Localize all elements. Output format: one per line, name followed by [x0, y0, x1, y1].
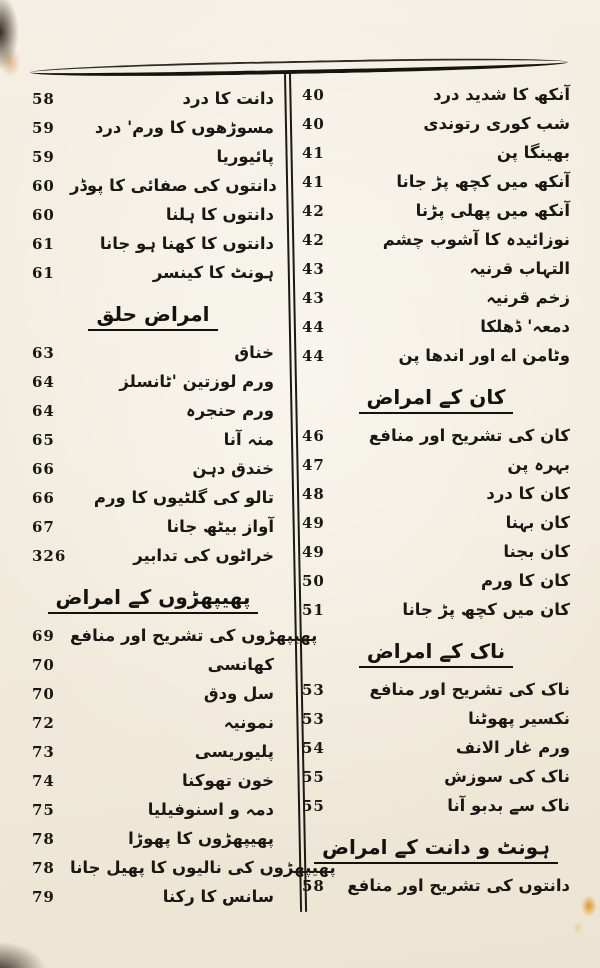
toc-row	[32, 679, 274, 708]
toc-row	[302, 283, 570, 312]
page-number: 66	[32, 459, 55, 478]
toc-entry-title: ورم لوزتین 'ٹانسلز	[119, 372, 274, 391]
toc-entry-title: بہرہ پن	[507, 455, 570, 474]
page-number: 59	[32, 118, 55, 137]
toc-entry-title: پھیپھڑوں کی تشریح اور منافع	[70, 626, 318, 645]
page-number: 48	[302, 484, 325, 503]
toc-entry-title: سانس کا رکنا	[162, 887, 274, 906]
section-header	[32, 570, 274, 621]
toc-row	[302, 421, 570, 450]
toc-entry-title: کان بہنا	[505, 513, 570, 532]
toc-entry-title: خندق دہن	[192, 459, 274, 478]
toc-entry-title: خون تھوکنا	[181, 771, 274, 790]
toc-row	[32, 708, 274, 737]
toc-entry-title: التہاب قرنیہ	[469, 259, 570, 278]
toc-row	[32, 795, 274, 824]
toc-entry-title: دانتوں کی صفائی کا پوڈر	[70, 176, 277, 195]
page-number: 60	[32, 176, 55, 195]
page-number: 55	[302, 767, 325, 786]
toc-entry-title: نوزائیدہ کا آشوب چشم	[382, 230, 570, 249]
toc-entry-title: دانتوں کا کھنا ہو جانا	[99, 234, 274, 253]
page-number: 49	[302, 542, 325, 561]
toc-row	[302, 225, 570, 254]
toc-entry-title: کان کا ورم	[480, 571, 570, 590]
toc-row	[302, 196, 570, 225]
page-number: 70	[32, 684, 55, 703]
section-header	[302, 370, 570, 421]
page-number: 326	[32, 546, 67, 565]
toc-row	[32, 882, 274, 911]
toc-row	[302, 595, 570, 624]
toc-entry-title: نکسیر پھوٹنا	[468, 709, 570, 728]
page-number: 44	[302, 346, 325, 365]
toc-row	[302, 254, 570, 283]
toc-entry-title: دانت کا درد	[182, 89, 274, 108]
toc-row	[32, 113, 274, 142]
page-number: 59	[32, 147, 55, 166]
toc-row	[302, 508, 570, 537]
toc-row	[32, 142, 274, 171]
toc-entry-title: کان کا درد	[486, 484, 570, 503]
toc-entry-title: دمہ و اسنوفیلیا	[147, 800, 274, 819]
page-number: 50	[302, 571, 325, 590]
page-number: 43	[302, 259, 325, 278]
page-number: 70	[32, 655, 55, 674]
toc-entry-title: ہونٹ کا کینسر	[152, 263, 274, 282]
page-number: 72	[32, 713, 55, 732]
page-number: 53	[302, 709, 325, 728]
toc-entry-title: آنکھ میں پھلی پڑنا	[415, 201, 570, 220]
toc-entry-title: پلیوریسی	[194, 742, 274, 761]
toc-entry-title: آواز بیٹھ جانا	[166, 517, 274, 536]
toc-row	[32, 229, 274, 258]
toc-row	[32, 483, 274, 512]
page-number: 42	[302, 201, 325, 220]
toc-row	[302, 791, 570, 820]
section-header-text: کان کے امراض	[359, 385, 514, 414]
toc-row	[302, 762, 570, 791]
toc-row	[32, 84, 274, 113]
toc-row	[32, 338, 274, 367]
toc-entry-title: پھیپھڑوں کا پھوڑا	[128, 829, 274, 848]
page-number: 69	[32, 626, 55, 645]
page-number: 60	[32, 205, 55, 224]
toc-row	[32, 541, 274, 570]
toc-row	[32, 396, 274, 425]
toc-row	[32, 853, 336, 882]
toc-entry-title: شب کوری رتوندی	[423, 114, 570, 133]
toc-row	[32, 258, 274, 287]
toc-entry-title: دانتوں کا ہلنا	[165, 205, 274, 224]
toc-entry-title: سل ودق	[203, 684, 274, 703]
toc-entry-title: مسوڑھوں کا ورم' درد	[94, 118, 274, 137]
toc-row	[32, 367, 274, 396]
page-number: 43	[302, 288, 325, 307]
toc-entry-title: دانتوں کی تشریح اور منافع	[347, 876, 570, 895]
toc-row	[302, 537, 570, 566]
toc-row	[32, 454, 274, 483]
toc-entry-title: آنکھ کا شدید درد	[433, 85, 570, 104]
section-header-text: ناک کے امراض	[359, 639, 513, 668]
toc-entry-title: ناک سے بدبو آنا	[447, 796, 570, 815]
toc-row	[302, 450, 570, 479]
toc-column-right	[284, 76, 600, 968]
toc-entry-title: خناق	[234, 343, 274, 362]
page-number: 40	[302, 114, 325, 133]
toc-row	[302, 871, 570, 900]
toc-row	[32, 200, 274, 229]
page-number: 61	[32, 234, 55, 253]
toc-row	[32, 650, 274, 679]
page-number: 47	[302, 455, 325, 474]
toc-entry-title: دمعہ' ڈھلکا	[480, 317, 570, 336]
page-number: 46	[302, 426, 325, 445]
toc-content	[0, 76, 600, 968]
toc-row	[32, 171, 277, 200]
toc-row	[302, 312, 570, 341]
toc-entry-title: خراٹوں کی تدابیر	[133, 546, 274, 565]
toc-row	[32, 512, 274, 541]
toc-row	[32, 824, 274, 853]
page-number: 40	[302, 85, 325, 104]
page-number: 64	[32, 372, 55, 391]
section-header	[302, 624, 570, 675]
page-number: 66	[32, 488, 55, 507]
toc-entry-title: زخم قرنیہ	[486, 288, 570, 307]
toc-row	[302, 675, 570, 704]
page-number: 78	[32, 829, 55, 848]
page-number: 54	[302, 738, 325, 757]
toc-row	[32, 737, 274, 766]
toc-entry-title: کان بجنا	[503, 542, 570, 561]
page-number: 75	[32, 800, 55, 819]
page-number: 78	[32, 858, 55, 877]
toc-entry-title: ورم حنجرہ	[185, 401, 274, 420]
toc-row	[32, 425, 274, 454]
toc-entry-title: نمونیہ	[223, 713, 274, 732]
toc-entry-title: منہ آنا	[223, 430, 274, 449]
toc-row	[302, 109, 570, 138]
section-header-text: پھیپھڑوں کے امراض	[48, 585, 259, 614]
page-number: 65	[32, 430, 55, 449]
toc-entry-title: ناک کی تشریح اور منافع	[369, 680, 570, 699]
section-header-text: ہونٹ و دانت کے امراض	[314, 835, 558, 864]
page-number: 51	[302, 600, 325, 619]
page-number: 67	[32, 517, 55, 536]
page-number: 73	[32, 742, 55, 761]
section-header-text: امراض حلق	[88, 302, 217, 331]
toc-entry-title: ورم غار الانف	[455, 738, 570, 757]
page-number: 74	[32, 771, 55, 790]
page-number: 49	[302, 513, 325, 532]
toc-entry-title: کھانسی	[207, 655, 274, 674]
page-number: 55	[302, 796, 325, 815]
toc-row	[302, 704, 570, 733]
toc-row	[302, 138, 570, 167]
page-number: 41	[302, 172, 325, 191]
page-number: 64	[32, 401, 55, 420]
section-header	[302, 820, 570, 871]
toc-row	[302, 566, 570, 595]
toc-row	[302, 80, 570, 109]
page-number: 61	[32, 263, 55, 282]
page-number: 58	[302, 876, 325, 895]
page-number: 58	[32, 89, 55, 108]
page-number: 63	[32, 343, 55, 362]
toc-entry-title: پائیوریا	[216, 147, 274, 166]
toc-entry-title: تالو کی گلٹیوں کا ورم	[93, 488, 274, 507]
toc-row	[302, 167, 570, 196]
section-header	[32, 287, 274, 338]
page-number: 79	[32, 887, 55, 906]
page-number: 44	[302, 317, 325, 336]
toc-entry-title: وٹامن اے اور اندھا پن	[398, 346, 570, 365]
toc-entry-title: کان میں کچھ پڑ جانا	[402, 600, 570, 619]
toc-row	[302, 479, 570, 508]
page-number: 42	[302, 230, 325, 249]
toc-row	[32, 621, 318, 650]
page-number: 53	[302, 680, 325, 699]
toc-entry-title: ناک کی سوزش	[444, 767, 570, 786]
toc-entry-title: بھینگا پن	[496, 143, 570, 162]
toc-row	[302, 341, 570, 370]
page-number: 41	[302, 143, 325, 162]
toc-row	[32, 766, 274, 795]
toc-entry-title: آنکھ میں کچھ پڑ جانا	[396, 172, 570, 191]
toc-entry-title: کان کی تشریح اور منافع	[368, 426, 570, 445]
toc-entry-title: پھیپھڑوں کی نالیوں کا پھیل جانا	[70, 858, 336, 877]
toc-row	[302, 733, 570, 762]
